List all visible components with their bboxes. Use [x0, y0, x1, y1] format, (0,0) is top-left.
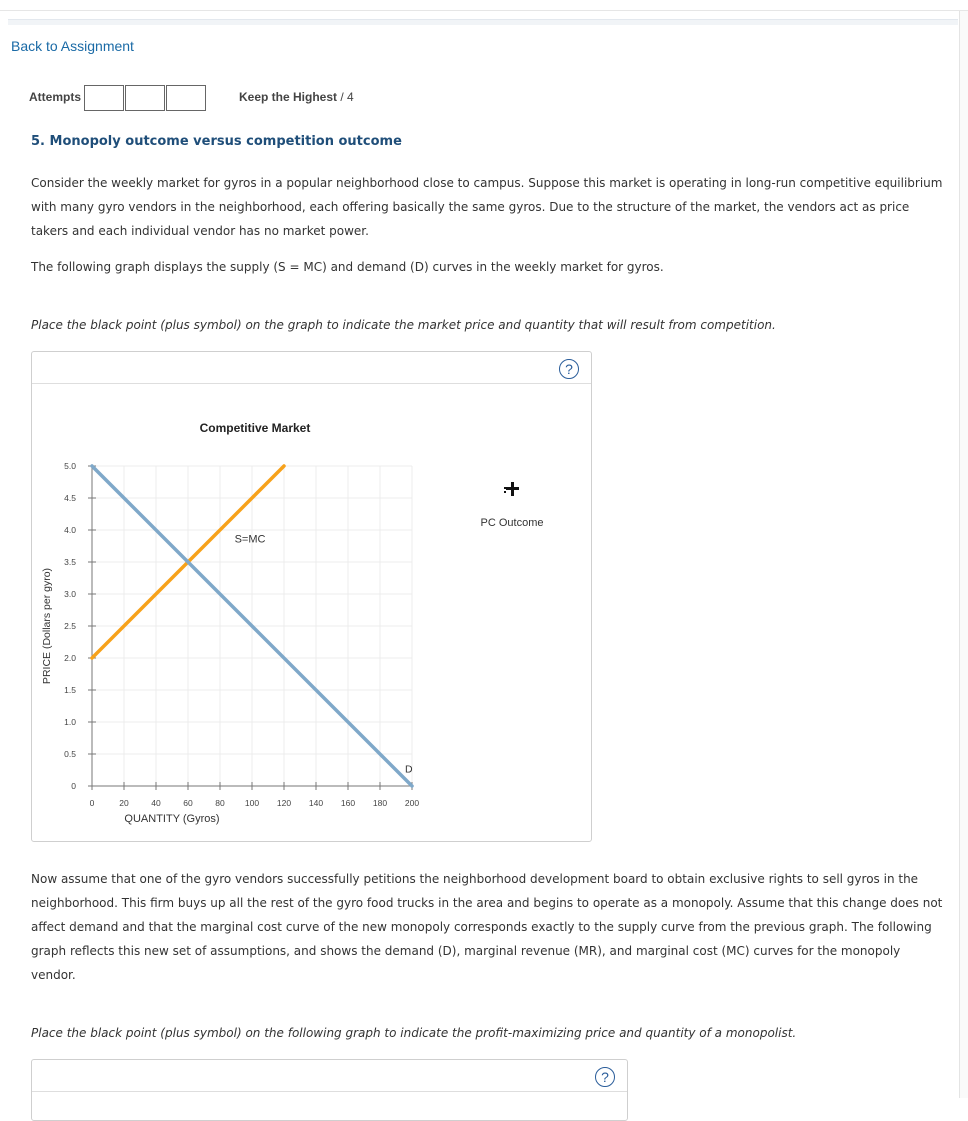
drag-handle-dot — [504, 487, 506, 489]
top-bar — [8, 19, 958, 25]
x-tick-label: 60 — [183, 798, 193, 808]
attempt-box — [84, 85, 124, 111]
y-axis-label: PRICE (Dollars per gyro) — [41, 567, 53, 685]
scrollbar-track[interactable] — [959, 11, 968, 1098]
top-border — [0, 10, 968, 11]
supply-curve-label: S=MC — [234, 533, 266, 546]
x-tick-label: 180 — [372, 798, 388, 808]
y-tick-label: 4.5 — [64, 493, 76, 503]
y-tick-label: 3.5 — [64, 557, 76, 567]
competitive-market-chart[interactable] — [32, 352, 591, 841]
x-tick-label: 80 — [215, 798, 225, 808]
y-tick-label: 3.0 — [64, 589, 76, 599]
graph-header-divider — [32, 1091, 627, 1092]
drag-handle-dot — [504, 491, 506, 493]
chart-title: Competitive Market — [199, 421, 311, 435]
question-title: 5. Monopoly outcome versus competition outcome — [31, 134, 402, 149]
x-tick-label: 20 — [119, 798, 129, 808]
instruction-2: Place the black point (plus symbol) on the following graph to indicate the profit-maximizing price and quantity of a monopolist. — [31, 1026, 797, 1040]
x-tick-label: 140 — [308, 798, 324, 808]
attempts-label: Attempts — [29, 90, 82, 104]
y-tick-label: 5.0 — [64, 461, 76, 471]
help-icon[interactable]: ? — [595, 1067, 615, 1087]
pc-outcome-label: PC Outcome — [480, 517, 544, 529]
y-tick-label: 2.0 — [64, 653, 76, 663]
attempt-boxes — [84, 85, 207, 111]
x-tick-label: 100 — [244, 798, 260, 808]
x-tick-label: 160 — [340, 798, 356, 808]
question-paragraph-3: Now assume that one of the gyro vendors successfully petitions the neighborhood development board to obtain exclusive rights to sell gyros in the neighborhood. This firm buys up all the rest of the gyro food trucks in the area and begins to operate as a monopoly. Assume that this change does not affect demand and that the marginal cost curve of the new monopoly corresponds exactly to the supply curve from the previous graph. The following graph reflects this new set of assumptions, and shows the demand (D), marginal revenue (MR), and marginal cost (MC) curves for the monopoly vendor. — [31, 872, 943, 982]
y-tick-label: 0.5 — [64, 749, 76, 759]
monopoly-graph-panel — [31, 1059, 628, 1121]
competitive-graph-panel — [31, 351, 592, 842]
x-tick-label: 120 — [276, 798, 292, 808]
x-tick-label: 0 — [89, 798, 95, 808]
attempt-box — [166, 85, 206, 111]
instruction-1: Place the black point (plus symbol) on the graph to indicate the market price and quantity that will result from competition. — [31, 318, 776, 332]
x-tick-label: 40 — [151, 798, 161, 808]
y-tick-label: 2.5 — [64, 621, 76, 631]
score-suffix: / 4 — [337, 90, 354, 104]
x-tick-label: 200 — [404, 798, 420, 808]
question-paragraph-2: The following graph displays the supply (S = MC) and demand (D) curves in the weekly market for gyros. — [31, 260, 664, 274]
attempt-box — [125, 85, 165, 111]
y-tick-label: 0 — [71, 781, 76, 791]
question-paragraph-1: Consider the weekly market for gyros in a popular neighborhood close to campus. Suppose this market is operating in long-run competitive equilibrium with many gyro vendors in the neighborhood, each offering basically the same gyros. Due to the structure of the market, the vendors act as price takers and each individual vendor has no market power. — [31, 176, 943, 238]
y-tick-label: 4.0 — [64, 525, 76, 535]
keep-highest-text — [239, 90, 354, 104]
help-icon[interactable]: ? — [559, 359, 579, 379]
back-to-assignment-link[interactable]: Back to Assignment — [11, 38, 134, 54]
y-tick-label: 1.0 — [64, 717, 76, 727]
keep-highest-label: Keep the Highest — [239, 90, 338, 104]
demand-curve-label: D — [405, 763, 413, 776]
x-axis-label: QUANTITY (Gyros) — [124, 813, 220, 825]
y-tick-label: 1.5 — [64, 685, 76, 695]
pc-outcome-plus-point[interactable] — [506, 482, 519, 496]
